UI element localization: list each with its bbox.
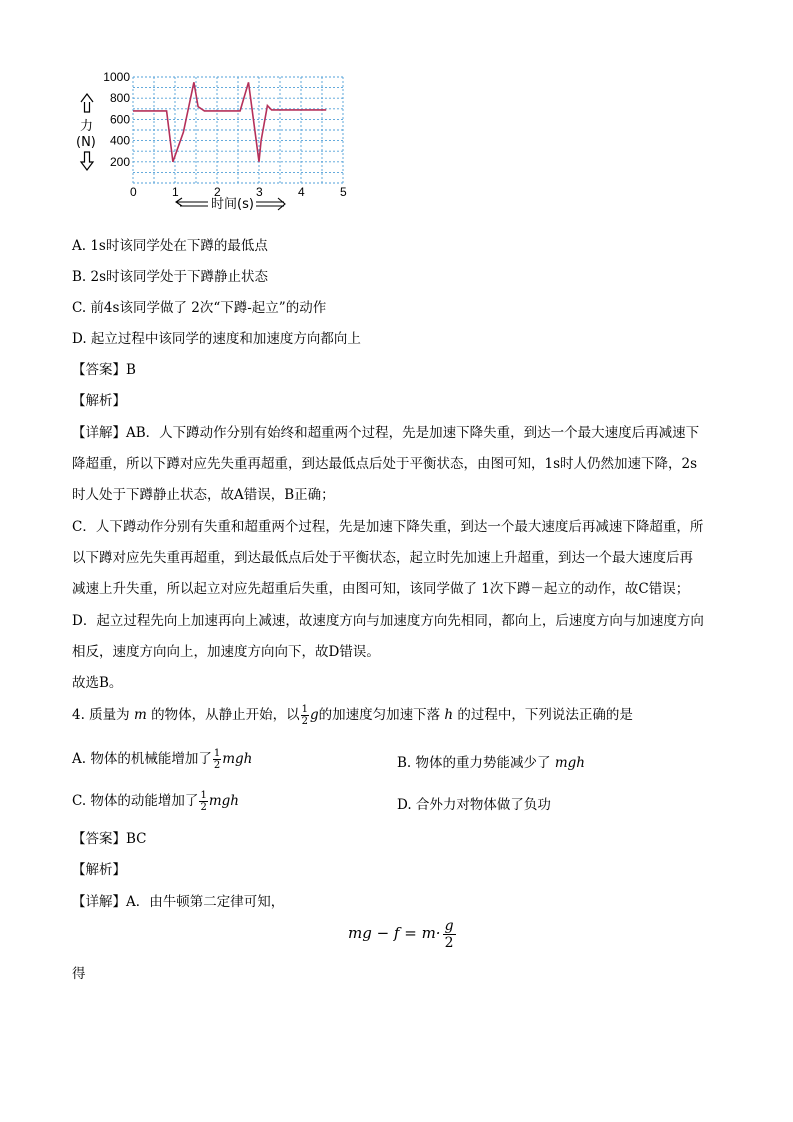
question-4-stem: [72, 703, 633, 727]
down-arrow-icon: [81, 152, 93, 170]
answer-3: 【答案】B: [72, 362, 136, 378]
left-arrow-icon: [176, 198, 208, 206]
x-tick-label: 5: [340, 185, 347, 199]
x-tick-label: 4: [298, 185, 305, 199]
detail-3-line: 相反，速度方向向上，加速度方向向下，故D错误。: [72, 644, 380, 660]
x-tick-label: 3: [256, 185, 263, 199]
q4-var-m: m: [133, 707, 147, 723]
detail-3-line: C．人下蹲动作分别有失重和超重两个过程，先是加速下降失重，到达一个最大速度后再减速下降超重，所: [72, 519, 704, 535]
option-4d: D. 合外力对物体做了负功: [397, 797, 551, 813]
y-tick-label: 1000: [103, 70, 130, 84]
chart-tick-labels: [103, 70, 347, 199]
q4-suffix: 的过程中，下列说法正确的是: [457, 707, 633, 723]
q4-mid: 的物体，从静止开始，以: [151, 707, 300, 723]
series-line-force: [133, 82, 326, 162]
y-tick-label: 200: [109, 154, 130, 169]
option-3c: C. 前4s该同学做了 2次“下蹲-起立”的动作: [72, 300, 327, 316]
option-4c: C. 物体的动能增加了 $\frac{1}{2}$ mgh: [72, 790, 239, 813]
x-axis-label: [176, 196, 285, 212]
detail-4-line: 【详解】A．由牛顿第二定律可知，: [72, 894, 285, 910]
equation: [348, 918, 456, 951]
chart-grid: [133, 77, 343, 183]
y-label-line2: (N): [76, 135, 96, 150]
option-4a: A. 物体的机械能增加了 $\frac{1}{2}$ mgh: [72, 748, 253, 771]
analysis-heading-3: 【解析】: [72, 393, 126, 409]
detail-3-line: 减速上升失重，所以起立对应先超重后失重，由图可知，该同学做了 1次下蹲－起立的动作，故C错误；: [72, 581, 690, 597]
right-arrow-icon: [256, 198, 285, 210]
option-3a: A. 1s时该同学处在下蹲的最低点: [72, 238, 268, 254]
y-axis-label: [76, 94, 96, 170]
detail-3-line: 时人处于下蹲静止状态，故A错误，B正确；: [72, 487, 335, 503]
answer-4: 【答案】BC: [72, 831, 147, 847]
y-tick-label: 800: [109, 91, 130, 106]
q4-var-g: g: [309, 707, 319, 723]
x-tick-label: 2: [214, 185, 221, 199]
analysis-heading-4: 【解析】: [72, 862, 126, 878]
detail-3-line: 【详解】AB．人下蹲动作分别有始终和超重两个过程，先是加速下降失重，到达一个最大速度后再减速下: [72, 425, 700, 441]
force-time-chart: [70, 66, 360, 216]
detail-3-line: 以下蹲对应先失重再超重，到达最低点后处于平衡状态，起立时先加速上升超重，到达一个最大速度后再: [72, 550, 693, 566]
option-3b: B. 2s时该同学处于下蹲静止状态: [72, 269, 269, 285]
conclusion-3: 故选B。: [72, 675, 123, 691]
option-4b: B. 物体的重力势能减少了 mgh: [397, 755, 585, 771]
detail-3-line: D．起立过程先向上加速再向上减速，故速度方向与加速度方向先相同，都向上，后速度方向与加速度方向: [72, 613, 704, 629]
equation-lhs: mg − f = m·: [348, 924, 441, 942]
y-label-line1: 力: [80, 119, 94, 134]
x-tick-label: 1: [172, 185, 179, 199]
up-arrow-icon: [81, 94, 93, 112]
q4-prefix: 4. 质量为: [72, 707, 130, 723]
x-tick-label: 0: [130, 185, 137, 199]
q4-mid2: 的加速度匀加速下落: [318, 707, 441, 723]
y-tick-label: 400: [109, 133, 130, 148]
q4-var-h: h: [444, 707, 454, 723]
detail-3-line: 降超重，所以下蹲对应先失重再超重，到达最低点后处于平衡状态，由图可知，1s时人仍然加速下降，2s: [72, 456, 698, 472]
x-label: 时间(s): [211, 197, 254, 212]
y-tick-label: 600: [109, 112, 130, 127]
de-text: 得: [72, 966, 86, 982]
equation-fraction: $\frac{g}{2}$: [444, 918, 454, 951]
option-3d: D. 起立过程中该同学的速度和加速度方向都向上: [72, 331, 361, 347]
q4-fraction: $\frac{1}{2}$: [301, 704, 308, 727]
